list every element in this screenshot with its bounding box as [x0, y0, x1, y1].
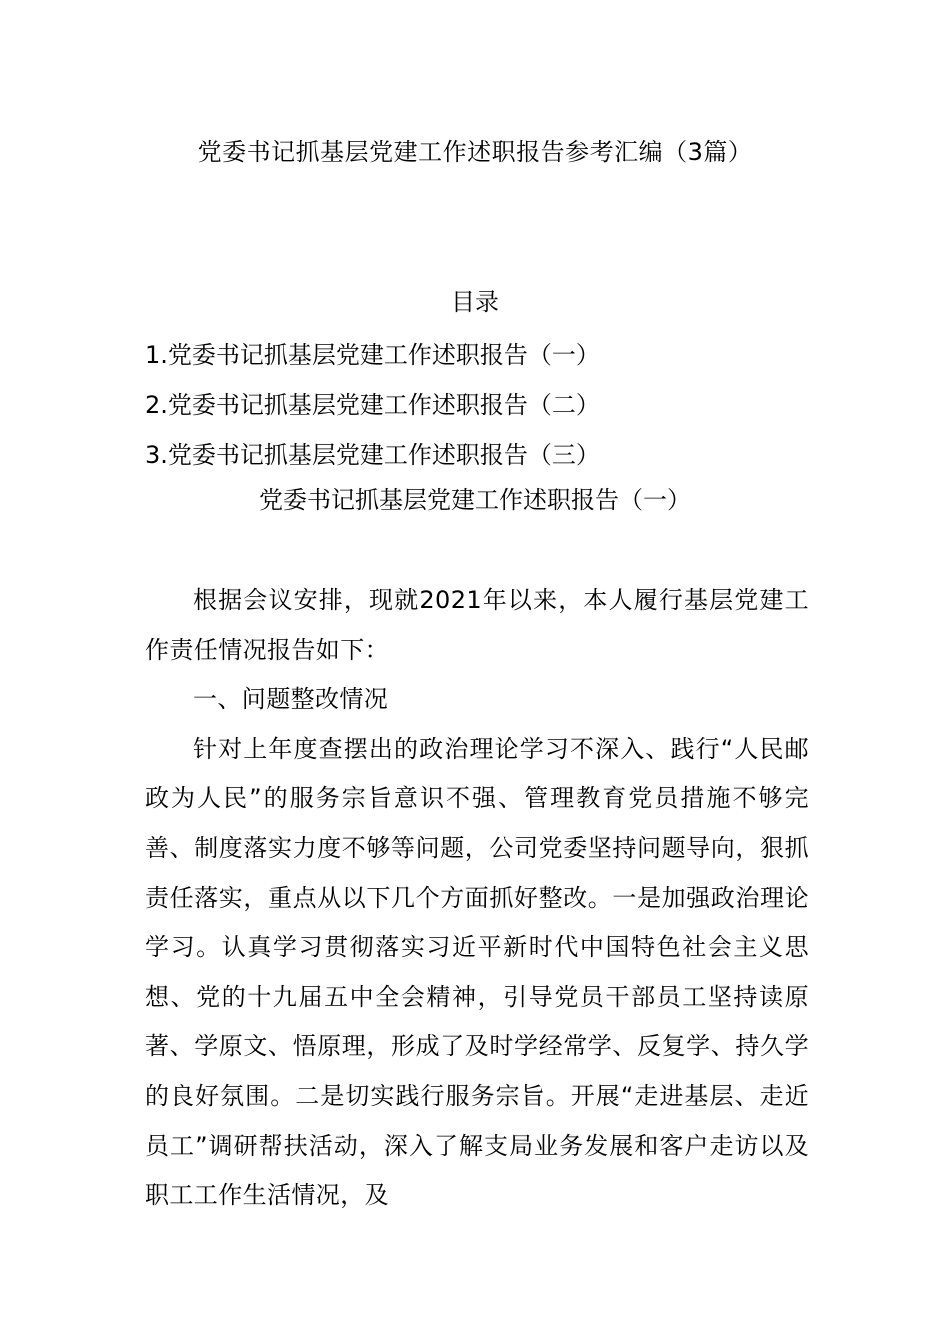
toc-heading: 目录	[451, 288, 499, 316]
table-of-contents	[145, 330, 825, 480]
subheading-paragraph: 一、问题整改情况	[193, 685, 389, 714]
section-body	[145, 576, 809, 1221]
toc-item-1[interactable]: 1.党委书记抓基层党建工作述职报告（一）	[145, 341, 600, 369]
document-title: 党委书记抓基层党建工作述职报告参考汇编（3篇）	[197, 138, 753, 166]
section-title: 党委书记抓基层党建工作述职报告（一）	[259, 486, 691, 514]
toc-item-2[interactable]: 2.党委书记抓基层党建工作述职报告（二）	[145, 391, 600, 419]
body-paragraph: 针对上年度查摆出的政治理论学习不深入、践行“人民邮政为人民”的服务宗旨意识不强、管理教育党员措施不够完善、制度落实力度不够等问题，公司党委坚持问题导向，狠抓责任落实，重点从以下几个方面抓好整改。一是加强政治理论学习。认真学习贯彻落实习近平新时代中国特色社会主义思想、党的十九届五中全会精神，引导党员干部员工坚持读原著、学原文、悟原理，形成了及时学经常学、反复学、持久学的良好氛围。二是切实践行服务宗旨。开展“走进基层、走近员工”调研帮扶活动，深入了解支局业务发展和客户走访以及职工工作生活情况，及	[145, 734, 809, 1210]
toc-item-3[interactable]: 3.党委书记抓基层党建工作述职报告（三）	[145, 441, 600, 469]
body-paragraph: 根据会议安排，现就2021年以来，本人履行基层党建工作责任情况报告如下：	[145, 586, 809, 664]
